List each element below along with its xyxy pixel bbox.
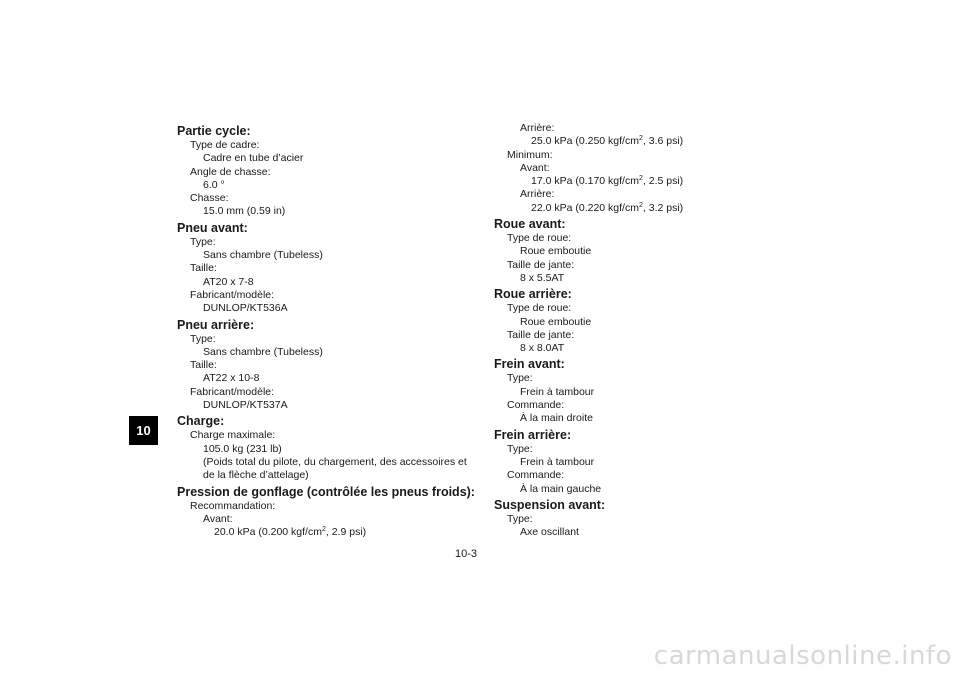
spec-value: 15.0 mm (0.59 in) <box>203 205 286 218</box>
spec-label: Type de cadre: <box>190 139 260 151</box>
spec-value: DUNLOP/KT537A <box>203 399 288 412</box>
chapter-tab: 10 <box>129 416 158 445</box>
spec-label: Arrière: <box>520 122 555 134</box>
spec-label: Minimum: <box>507 148 553 161</box>
spec-value: 20.0 kPa (0.200 kgf/$cm^2$, 2.9 psi) <box>214 526 367 539</box>
spec-label: Taille de jante: <box>507 258 575 271</box>
spec-value: Frein à tambour <box>520 385 595 398</box>
section-heading-frein-avant: Frein avant: <box>494 357 565 372</box>
spec-label: Angle de chasse: <box>190 165 271 178</box>
spec-value: AT22 x 10-8 <box>203 372 260 385</box>
spec-label: Type: <box>190 332 216 345</box>
section-heading-pression: Pression de gonflage (contrôlée les pneus froids): <box>177 484 475 499</box>
spec-value: Axe oscillant <box>520 526 579 539</box>
spec-label: Avant: <box>203 512 233 525</box>
spec-label: Taille: <box>190 262 217 275</box>
section-heading-suspension-avant: Suspension avant: <box>494 497 606 512</box>
section-heading-charge: Charge: <box>177 414 225 429</box>
spec-label: Avant: <box>520 161 550 174</box>
spec-value: 22.0 kPa (0.220 kgf/$cm^2$, 3.2 psi) <box>531 201 684 214</box>
spec-label: Type: <box>507 372 533 385</box>
spec-label: Type de roue: <box>507 302 572 315</box>
spec-label: Type: <box>190 235 216 248</box>
spec-label: Fabricant/modèle: <box>190 288 275 301</box>
spec-value: 6.0 ° <box>203 178 225 191</box>
spec-label: Recommandation: <box>190 499 276 512</box>
page-number: 10-3 <box>455 548 478 560</box>
spec-value: 8 x 8.0AT <box>520 342 565 355</box>
spec-label: Taille: <box>190 359 217 372</box>
spec-label: Taille de jante: <box>507 328 575 341</box>
spec-value: Sans chambre (Tubeless) <box>203 345 323 358</box>
spec-value: Roue emboutie <box>520 315 592 328</box>
spec-label: Chasse: <box>190 192 229 205</box>
spec-value: À la main droite <box>520 412 593 425</box>
watermark: carmanualsonline.info <box>653 641 952 671</box>
spec-value: 8 x 5.5AT <box>520 271 565 284</box>
spec-label: Fabricant/modèle: <box>190 385 275 398</box>
spec-value: À la main gauche <box>520 482 602 495</box>
spec-label: Commande: <box>507 469 565 482</box>
spec-value: 25.0 kPa (0.250 kgf/$cm^2$, 3.6 psi) <box>531 135 684 148</box>
left-column <box>177 122 477 539</box>
spec-label: Commande: <box>507 399 565 412</box>
section-heading-partie-cycle: Partie cycle: <box>177 124 251 138</box>
spec-note: de la flèche d’attelage) <box>203 469 309 482</box>
spec-label: Arrière: <box>520 188 555 201</box>
spec-value: Sans chambre (Tubeless) <box>203 249 323 262</box>
spec-label: Type: <box>507 442 533 455</box>
spec-value: AT20 x 7-8 <box>203 275 254 288</box>
spec-value: Cadre en tube d’acier <box>203 152 304 165</box>
right-column <box>494 122 794 539</box>
section-heading-pneu-arriere: Pneu arrière: <box>177 317 255 332</box>
spec-value: Roue emboutie <box>520 245 592 258</box>
spec-note: (Poids total du pilote, du chargement, des accessoires et <box>203 455 467 468</box>
section-heading-roue-arriere: Roue arrière: <box>494 287 572 302</box>
section-heading-roue-avant: Roue avant: <box>494 217 566 232</box>
spec-label: Charge maximale: <box>190 429 276 442</box>
spec-value: 17.0 kPa (0.170 kgf/$cm^2$, 2.5 psi) <box>531 175 684 188</box>
spec-label: Type de roue: <box>507 232 572 245</box>
spec-value: DUNLOP/KT536A <box>203 302 288 315</box>
section-heading-frein-arriere: Frein arrière: <box>494 427 572 442</box>
spec-value: Frein à tambour <box>520 455 595 468</box>
section-heading-pneu-avant: Pneu avant: <box>177 220 248 235</box>
spec-value: 105.0 kg (231 lb) <box>203 442 282 455</box>
spec-label: Type: <box>507 512 533 525</box>
